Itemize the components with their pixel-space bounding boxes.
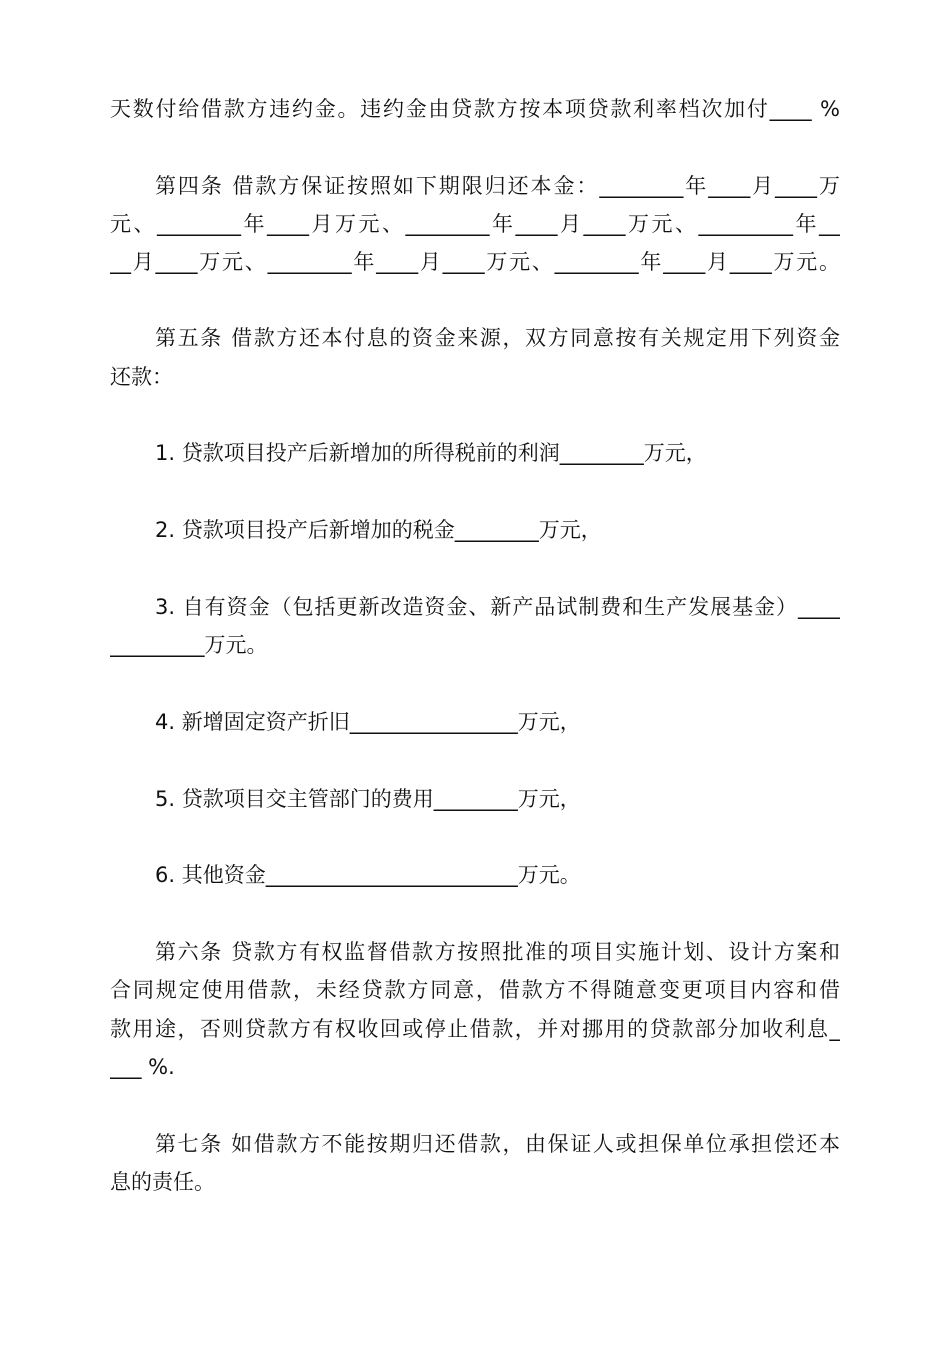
article-4-heading-line: 第四条 借款方保证按照如下期限归还本金：________年____月____万 bbox=[155, 174, 840, 198]
text-line: 息的责任。 bbox=[110, 1170, 215, 1194]
text-line: 天数付给借款方违约金。违约金由贷款方按本项贷款利率档次加付____ % bbox=[110, 97, 840, 121]
text-line: 合同规定使用借款，未经贷款方同意，借款方不得随意变更项目内容和借 bbox=[110, 978, 840, 1002]
text-line: 元、________年____月万元、________年____月____万元、_________年__ bbox=[110, 212, 840, 236]
text-line: 款用途，否则贷款方有权收回或停止借款，并对挪用的贷款部分加收利息_ bbox=[110, 1017, 840, 1041]
text-line: ___ %. bbox=[110, 1055, 175, 1079]
list-item-5: 5. 贷款项目交主管部门的费用________万元， bbox=[155, 787, 581, 811]
article-5-heading-line: 第五条 借款方还本付息的资金来源，双方同意按有关规定用下列资金 bbox=[155, 326, 840, 350]
text-line: __月____万元、________年____月____万元、________年____月____万元。 bbox=[110, 250, 840, 274]
article-7-heading-line: 第七条 如借款方不能按期归还借款，由保证人或担保单位承担偿还本 bbox=[155, 1132, 840, 1156]
text-line: _________万元。 bbox=[110, 633, 268, 657]
article-6-heading-line: 第六条 贷款方有权监督借款方按照批准的项目实施计划、设计方案和 bbox=[155, 940, 840, 964]
list-item-1: 1. 贷款项目投产后新增加的所得税前的利润________万元， bbox=[155, 441, 707, 465]
list-item-6: 6. 其他资金________________________万元。 bbox=[155, 863, 581, 887]
list-item-4: 4. 新增固定资产折旧________________万元， bbox=[155, 710, 581, 734]
list-item-2: 2. 贷款项目投产后新增加的税金________万元， bbox=[155, 518, 602, 542]
text-line: 还款： bbox=[110, 365, 173, 389]
list-item-3: 3. 自有资金（包括更新改造资金、新产品试制费和生产发展基金）____ bbox=[155, 595, 840, 619]
